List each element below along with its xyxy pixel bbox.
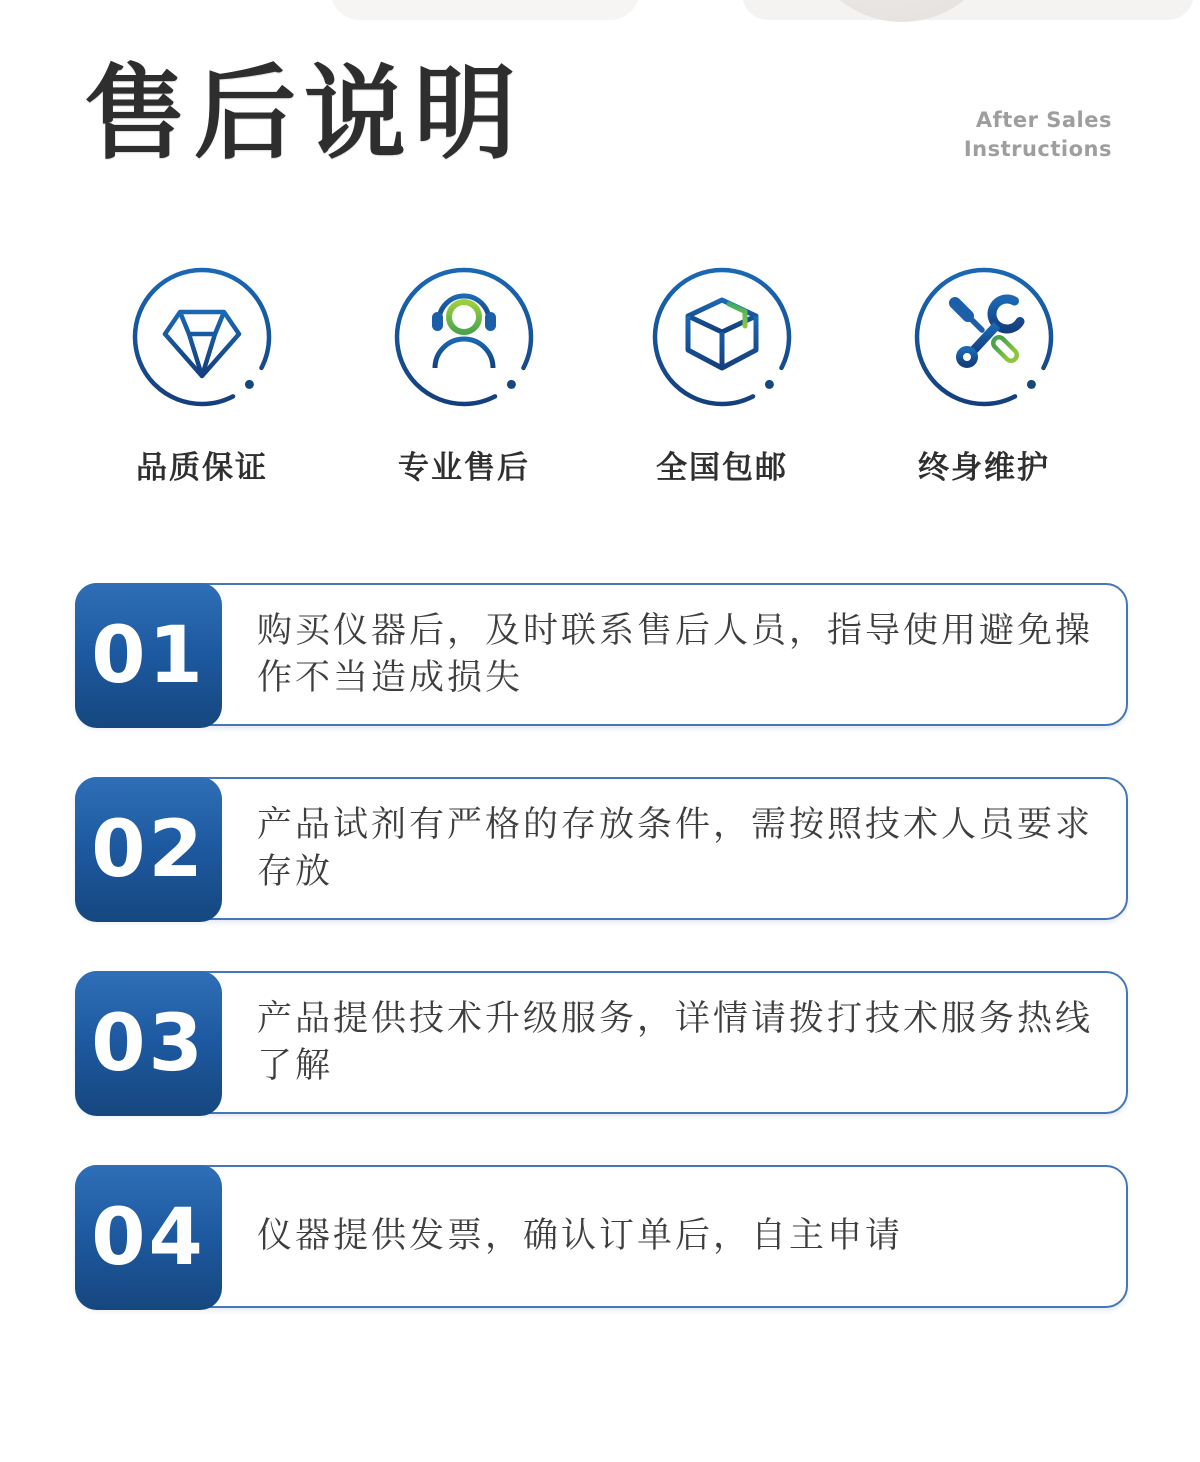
step-text-wrap	[257, 973, 1106, 1112]
step-text: 购买仪器后，及时联系售后人员，指导使用避免操作不当造成损失	[257, 610, 1094, 698]
step-number-badge: 02	[75, 777, 222, 922]
step-card-03	[75, 971, 1128, 1114]
step-number-badge: 03	[75, 971, 222, 1116]
feature-shipping	[600, 264, 844, 487]
feature-label: 品质保证	[136, 450, 268, 486]
step-card-02	[75, 777, 1128, 920]
decor-shape-right	[742, 0, 1194, 20]
step-text-wrap	[257, 1167, 1106, 1306]
feature-quality	[80, 264, 324, 487]
tools-icon	[911, 264, 1057, 410]
step-text-wrap	[257, 779, 1106, 918]
feature-service	[342, 264, 586, 487]
step-number-badge: 01	[75, 583, 222, 728]
step-card-04	[75, 1165, 1128, 1308]
page-title: 售后说明	[84, 54, 524, 174]
subtitle-line-2: Instructions	[963, 137, 1112, 161]
feature-icon-row	[0, 264, 1200, 524]
after-sales-steps	[75, 583, 1128, 1359]
step-text: 仪器提供发票，确认订单后，自主申请	[257, 1216, 904, 1256]
step-text: 产品提供技术升级服务，详情请拨打技术服务热线了解	[257, 998, 1094, 1086]
feature-label: 终身维护	[918, 450, 1050, 486]
step-text-wrap	[257, 585, 1106, 724]
package-icon	[649, 264, 795, 410]
feature-maintenance	[862, 264, 1106, 487]
feature-label: 专业售后	[398, 450, 530, 486]
subtitle-line-1: After Sales	[975, 108, 1112, 132]
feature-label: 全国包邮	[656, 450, 788, 486]
decor-shape-left	[330, 0, 640, 20]
step-card-01	[75, 583, 1128, 726]
diamond-icon	[129, 264, 275, 410]
page-subtitle-en	[964, 106, 1112, 164]
step-text: 产品试剂有严格的存放条件，需按照技术人员要求存放	[257, 804, 1094, 892]
headset-icon	[391, 264, 537, 410]
step-number-badge: 04	[75, 1165, 222, 1310]
